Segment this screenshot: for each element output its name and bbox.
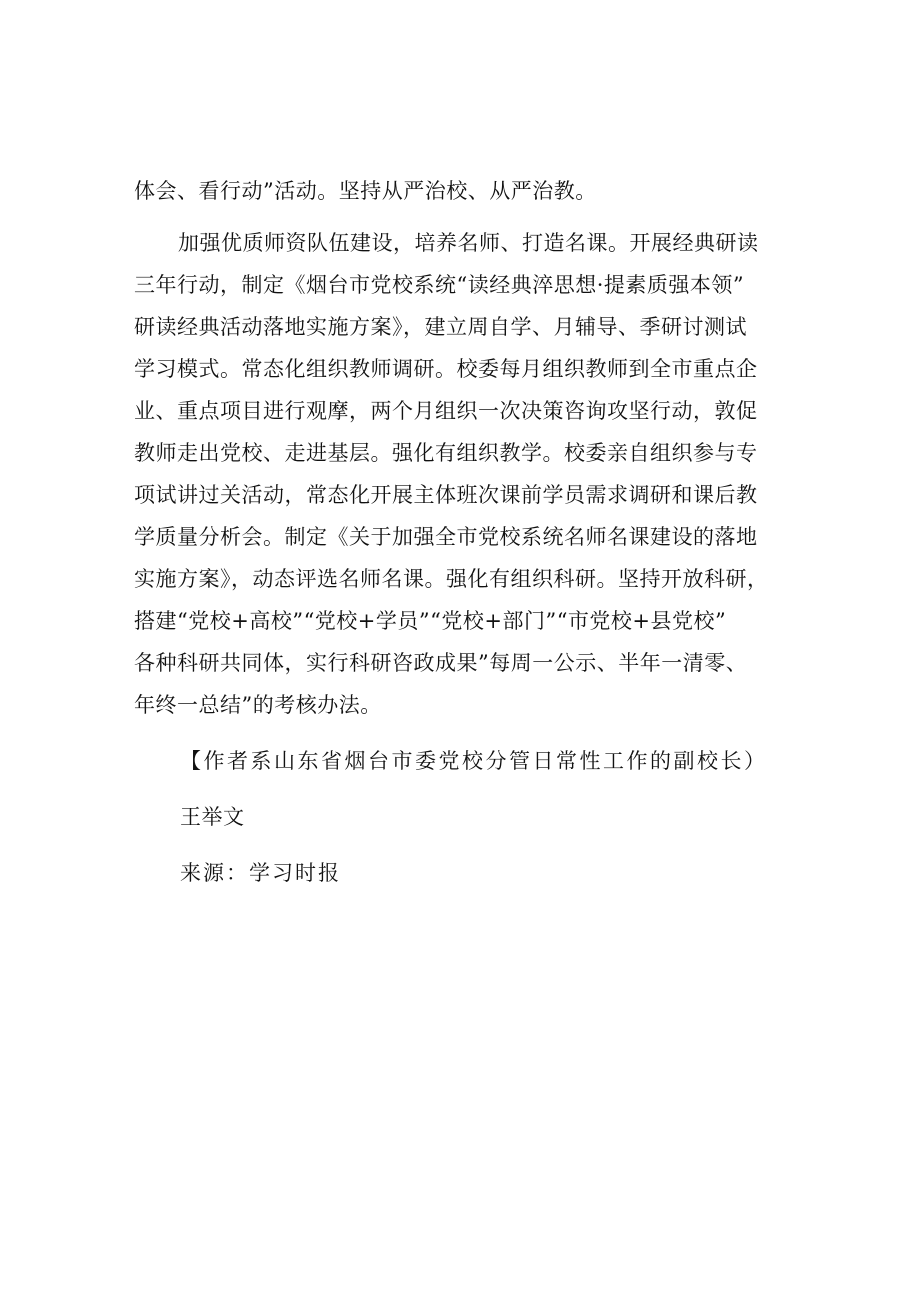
paragraph-line: 项试讲过关活动，常态化开展主体班次课前学员需求调研和课后教: [134, 483, 758, 507]
author-note: 【作者系山东省烟台市委党校分管日常性工作的副校长）: [180, 749, 768, 773]
paragraph-line: 加强优质师资队伍建设，培养名师、打造名课。开展经典研读: [178, 231, 759, 255]
paragraph-2: [134, 222, 798, 726]
source-line: 来源：学习时报: [180, 861, 341, 885]
paragraph-line: 年终一总结”的考核办法。: [134, 693, 382, 717]
paragraph-line: 体会、看行动”活动。坚持从严治校、从严治教。: [134, 179, 597, 203]
article-body: [134, 170, 798, 894]
paragraph-line: 业、重点项目进行观摩，两个月组织一次决策咨询攻坚行动，敦促: [134, 399, 758, 423]
paragraph-line: 研读经典活动落地实施方案》，建立周自学、月辅导、季研讨测试: [134, 315, 747, 339]
paragraph-line: 各种科研共同体，实行科研咨政成果”每周一公示、半年一清零、: [134, 651, 748, 675]
author-name: 王举文: [180, 805, 245, 829]
paragraph-line: 学习模式。常态化组织教师调研。校委每月组织教师到全市重点企: [134, 357, 758, 381]
paragraph-line: 搭建“党校+高校”“党校+学员”“党校+部门”“市党校+县党校”: [134, 609, 727, 633]
paragraph-line: 三年行动，制定《烟台市党校系统“读经典淬思想·提素质强本领”: [134, 273, 745, 297]
paragraph-1: [134, 170, 798, 212]
paragraph-line: 教师走出党校、走进基层。强化有组织教学。校委亲自组织参与专: [134, 441, 758, 465]
paragraph-line: 实施方案》，动态评选名师名课。强化有组织科研。坚持开放科研，: [134, 567, 769, 591]
paragraph-line: 学质量分析会。制定《关于加强全市党校系统名师名课建设的落地: [134, 525, 758, 549]
